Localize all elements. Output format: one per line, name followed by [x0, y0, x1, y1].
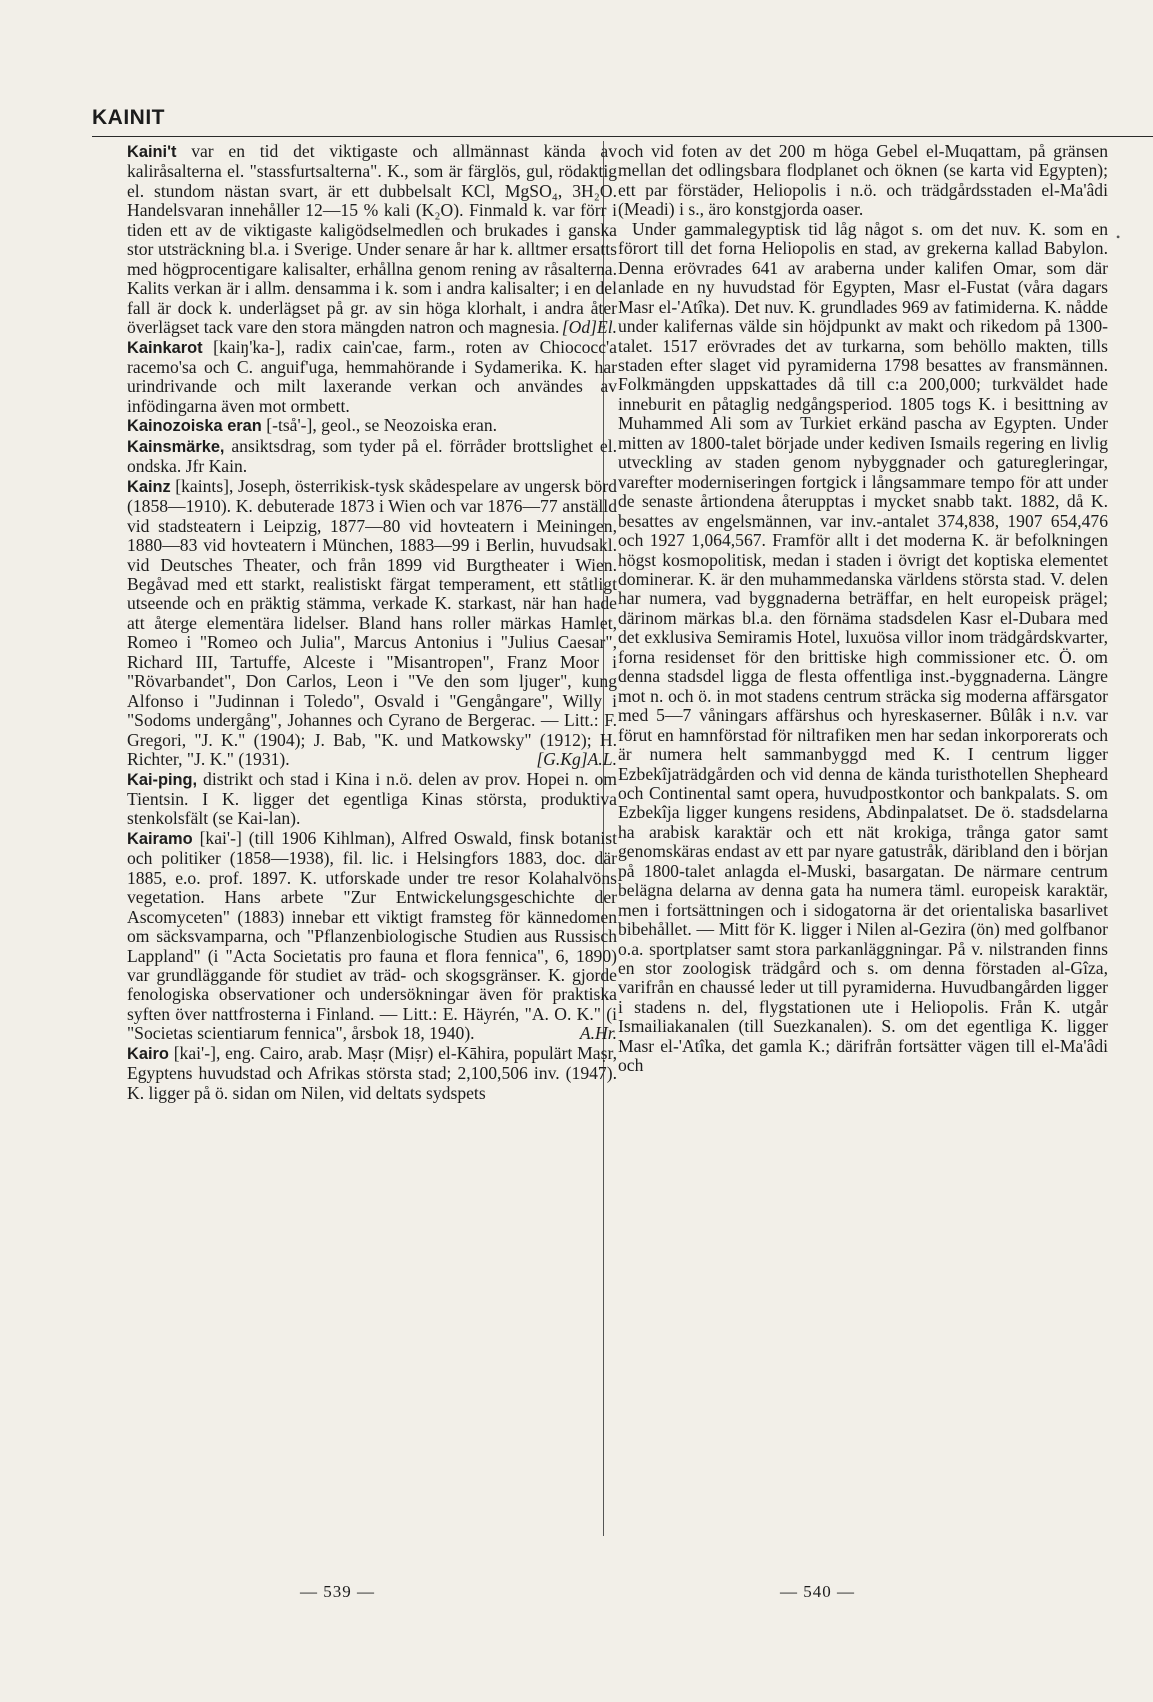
- author-signature: [G.Kg]A.L.: [536, 749, 617, 770]
- paragraph: Under gammalegyptisk tid låg något s. om det nuv. K. som en förort till det forna Heliopolis en stad, av grekerna kallad Babylon. Denna erövrades 641 av araberna under kalifen Omar, som där anlade en ny huvudstad för Egypten, Masr el-Fustat (våra dagars Masr el-'Atîka). Det nuv. K. grundlades 969 av fatimiderna. K. nådde under kalifernas välde sin höjdpunkt av makt och rikedom på 1300-talet. 1517 erövrades det av turkarna, som behöllo makten, tills staden efter slaget vid pyramiderna 1798 besattes av fransmännen. Folkmängden uppskattades då till c:a 200,000; turkväldet hade inneburit en påtaglig nedgångsperiod. 1805 togs K. i besittning av Muhammed Ali som av Turkiet erkänd pascha av Egypten. Under mitten av 1800-talet började under kediven Ismails regering en livlig utveckling av staden genom nybyggnader och gaturegleringar, varefter moderniseringen fortgick i långsammare tempo för att under de senaste årtiondena återupptas i mycket snabb takt. 1882, då K. besattes av engelsmännen, var inv.-antalet 374,838, 1907 654,476 och 1927 1,064,567. Framför allt i det moderna K. är befolkningen högst kosmopolitisk, medan i staden i övrigt det koptiska elementet dominerar. K. är den muhammedanska världens största stad. V. delen har numera, vad byggnaderna beträffar, en helt europeisk prägel; därinom märkas bl.a. den förnäma stadsdelen Kasr el-Dubara med det exklusiva Semiramis Hotel, luxuösa villor inom trädgårdskvarter, forna residenset för den brittiske high commissioner etc. Ö. om denna stadsdel ligga de flesta offentliga inst.-byggnaderna. Längre mot n. och ö. in mot stadens centrum sträcka sig moderna affärsgator med 5—7 våningars affärshus och hyreskaserner. Bûlâk i n.v. var förut en hamnförstad för niltrafiken men har sedan inkorporerats och är numera helt sammanbyggd med K. I centrum ligger Ezbekîjaträdgården och vid denna de kända turisthotellen Shepheard och Continental samt opera, huvudpostkontor och bankpalats. S. om Ezbekîja ligger kungens residens, Abdinpalatset. De ö. stadsdelarna ha arabisk karaktär och ett nät krokiga, trånga gator samt genomskäras endast av ett par nyare gatustråk, däribland den i början på 1800-talet anlagda el-Muski, basargatan. De närmare centrum belägna delarna av denna gata ha numera täml. europeisk karaktär, men i fortsättningen och i sidogatorna är det orientaliska basarlivet bibehållet. — Mitt för K. ligger i Nilen al-Gezira (ön) med golfbanor o.a. sportplatser samt stora parkanläggningar. På v. nilstranden finns en stor zoologisk trädgård och s. om denna förstaden al-Gîza, varifrån en chaussé leder ut till pyramiderna. Huvudbangården ligger i stadens n. del, flygstationen ute i Heliopolis. Från K. utgår Ismailiakanalen (till Suezkanalen). S. om det egentliga K. ligger Masr el-'Atîka, det gamla K.; därifrån fortsätter vägen till el-Ma'âdi och: [618, 218, 1108, 1076]
- entry-text: var en tid det viktigaste och allmännast kända av kaliråsalterna el. "stassfurtsalterna". K., som är färglös, gul, rödaktig el. stundom nästan svart, är ett dubbelsalt KCl, MgSO₄, 3H₂O. Handelsvaran innehåller 12—15 % kali (K₂O). Finmald k. var förr i tiden ett av de viktigaste kaligödselmedlen och brukades i ganska stor utsträckning bl.a. i Sverige. Under senare år har k. alltmer ersatts med högprocentigare kalisalter, erhållna genom rening av råsalterna. Kalits verkan är i allm. densamma i k. som i andra kalisalter; i en del fall är dock k. underlägset på gr. av sin höga klorhalt, i andra åter överlägset tack vare den stora mängden natron och magnesia.: [127, 141, 618, 338]
- headword: Kai-ping,: [127, 770, 198, 789]
- headword: Kainz: [127, 477, 171, 496]
- headword: Kairamo: [127, 829, 193, 848]
- running-header: KAINIT: [92, 106, 165, 129]
- entry-kainozoiska: [127, 416, 617, 436]
- entry-kairo: [127, 1044, 617, 1103]
- entry-text: ansiktsdrag, som tyder på el. förråder brottslighet el. ondska. Jfr Kain.: [127, 435, 618, 477]
- entry-kainkarot: [127, 338, 617, 417]
- entry-text: [kai'-], eng. Cairo, arab. Maṣr (Miṣr) el-Kāhira, populärt Maṣr, Egyptens huvudstad och Afrikas största stad; 2,100,506 inv. (1947). K. ligger på ö. sidan om Nilen, vid deltats sydspets: [127, 1042, 617, 1103]
- headword: Kainsmärke,: [127, 437, 225, 456]
- entry-kairamo: [127, 829, 617, 1044]
- entry-text: distrikt och stad i Kina i n.ö. delen av prov. Hopei n. om Tientsin. I K. ligger det egentliga Kinas största, produktiva stenkolsfält (se Kai-lan).: [127, 768, 617, 829]
- headword: Kainkarot: [127, 338, 203, 357]
- left-column: [127, 142, 617, 1103]
- entry-text: [kaiŋ'ka-], radix cain'cae, farm., roten av Chiococc'a racemo'sa och C. anguif'uga, hemmahörande i Sydamerika. K. har urindrivande och milt laxerande verkan och användes av infödingarna även mot ormbett.: [127, 336, 617, 416]
- entry-kainsmarke: [127, 437, 617, 477]
- right-column: [618, 142, 1108, 1076]
- entry-kaiping: [127, 770, 617, 829]
- headword: Kairo: [127, 1044, 169, 1063]
- margin-mark: •: [1116, 230, 1121, 244]
- headword: Kainozoiska eran: [127, 417, 262, 436]
- entry-text: [-tså'-], geol., se Neozoiska eran.: [266, 415, 498, 436]
- entry-kainz: [127, 477, 617, 770]
- headword: Kaini't: [127, 143, 177, 161]
- author-signature: A.Hr.: [579, 1023, 617, 1044]
- page-number-left: — 539 —: [300, 1582, 375, 1601]
- entry-kainit: [127, 142, 617, 338]
- entry-text: [kaints], Joseph, österrikisk-tysk skådespelare av ungersk börd (1858—1910). K. debuterade 1873 i Wien och var 1876—77 anställd vid stadsteatern i Leipzig, 1877—80 vid hovteatern i Meiningen, 1880—83 vid hovteatern i München, 1883—99 i Berlin, huvudsakl. vid Deutsches Theater, och från 1899 vid Burgtheater i Wien. Begåvad med ett starkt, realistiskt färgat temperament, ett ståtligt utseende och en präktig stämma, verkade K. starkast, när han hade att återge elementära lidelser. Bland hans roller märkas Hamlet, Romeo i "Romeo och Julia", Marcus Antonius i "Julius Caesar", Richard III, Tartuffe, Alceste i "Misantropen", Franz Moor i "Rövarbandet", Don Carlos, Leon i "Ve den som ljuger", kung Alfonso i "Judinnan i Toledo", Osvald i "Gengångare", Willy i "Sodoms undergång", Johannes och Cyrano de Bergerac. — Litt.: F. Gregori, "J. K." (1904); J. Bab, "K. und Matkowsky" (1912); H. Richter, "J. K." (1931).: [127, 475, 617, 770]
- entry-text: [kai'-] (till 1906 Kihlman), Alfred Oswald, finsk botanist och politiker (1858—1938), fil. lic. i Helsingfors 1883, doc. där 1885, e.o. prof. 1897. K. utforskade under tre resor Kolahalvöns vegetation. Hans arbete "Zur Entwickelungsgeschichte der Ascomyceten" (1883) innebar ett viktigt framsteg för kännedomen om säcksvamparna, och "Pflanzenbiologische Studien aus Russisch Lappland" (i "Acta Societatis pro fauna et flora fennica", 6, 1890) var grundläggande för studiet av träd- och skogsgränser. K. gjorde fenologiska observationer och undersökningar även för praktiska syften över nattfrosterna i Finland. — Litt.: E. Häyrén, "A. O. K." (i "Societas scientiarum fennica", årsbok 18, 1940).: [127, 827, 617, 1044]
- author-signature: [Od]El.: [561, 317, 617, 338]
- page-number-right: — 540 —: [780, 1582, 855, 1601]
- header-rule: [92, 136, 1153, 137]
- paragraph: och vid foten av det 200 m höga Gebel el-Muqattam, på gränsen mellan det odlingsbara flodplanet och öknen (se karta vid Egypten); ett par förstäder, Heliopolis i n.ö. och trädgårdsstaden el-Ma'âdi (Meadi) i s., äro konstgjorda oaser.: [618, 141, 1108, 220]
